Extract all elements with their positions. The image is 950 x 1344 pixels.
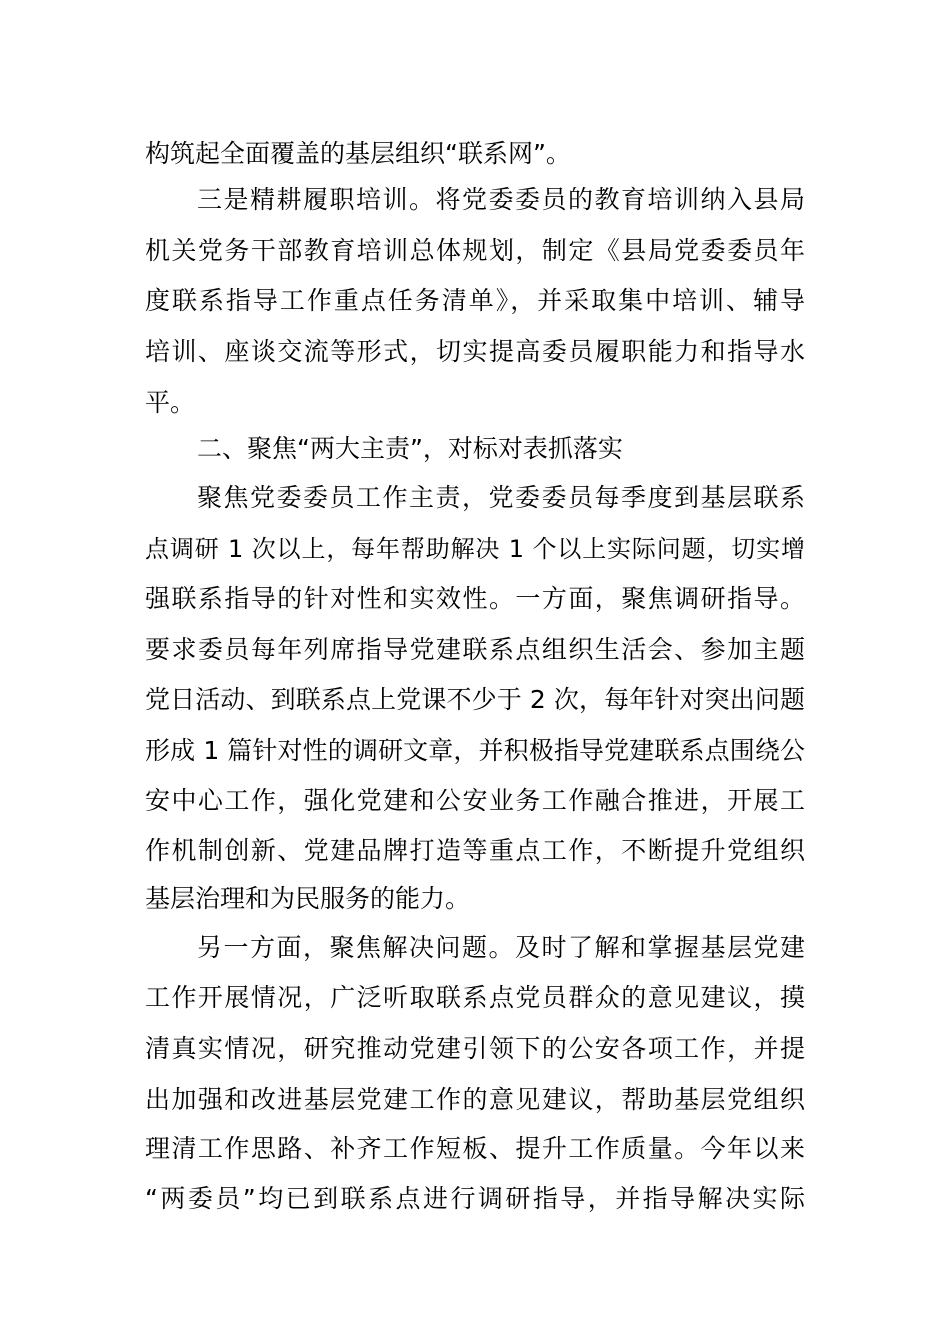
text-line: 点调研 1 次以上，每年帮助解决 1 个以上实际问题，切实增 (145, 535, 805, 563)
text-line: “两委员”均已到联系点进行调研指导，并指导解决实际 (145, 1184, 805, 1213)
text-line: 三是精耕履职培训。将党委委员的教育培训纳入县局 (197, 185, 805, 214)
text-line: 平。 (145, 388, 196, 417)
text-line: 作机制创新、党建品牌打造等重点工作，不断提升党组织 (145, 836, 805, 865)
text-line: 要求委员每年列席指导党建联系点组织生活会、参加主题 (145, 635, 805, 664)
text-line: 度联系指导工作重点任务清单》，并采取集中培训、辅导 (145, 286, 805, 315)
text-line: 聚焦党委委员工作主责，党委委员每季度到基层联系 (197, 483, 805, 512)
text-line: 培训、座谈交流等形式，切实提高委员履职能力和指导水 (145, 337, 805, 366)
text-line: 理清工作思路、补齐工作短板、提升工作质量。今年以来 (145, 1134, 805, 1163)
text-line: 构筑起全面覆盖的基层组织“联系网”。 (145, 139, 571, 168)
text-line: 基层治理和为民服务的能力。 (145, 884, 471, 913)
section-heading: 二、聚焦“两大主责”，对标对表抓落实 (197, 434, 623, 463)
text-line: 党日活动、到联系点上党课不少于 2 次，每年针对突出问题 (145, 685, 805, 714)
text-line: 另一方面，聚焦解决问题。及时了解和掌握基层党建 (197, 933, 805, 962)
text-line: 出加强和改进基层党建工作的意见建议，帮助基层党组织 (145, 1085, 805, 1114)
text-line: 机关党务干部教育培训总体规划，制定《县局党委委员年 (145, 236, 805, 265)
text-line: 安中心工作，强化党建和公安业务工作融合推进，开展工 (145, 786, 805, 815)
text-line: 清真实情况，研究推动党建引领下的公安各项工作，并提 (145, 1034, 805, 1063)
text-line: 强联系指导的针对性和实效性。一方面，聚焦调研指导。 (145, 584, 805, 613)
text-line: 形成 1 篇针对性的调研文章，并积极指导党建联系点围绕公 (145, 736, 805, 765)
text-line: 工作开展情况，广泛听取联系点党员群众的意见建议，摸 (145, 983, 805, 1012)
